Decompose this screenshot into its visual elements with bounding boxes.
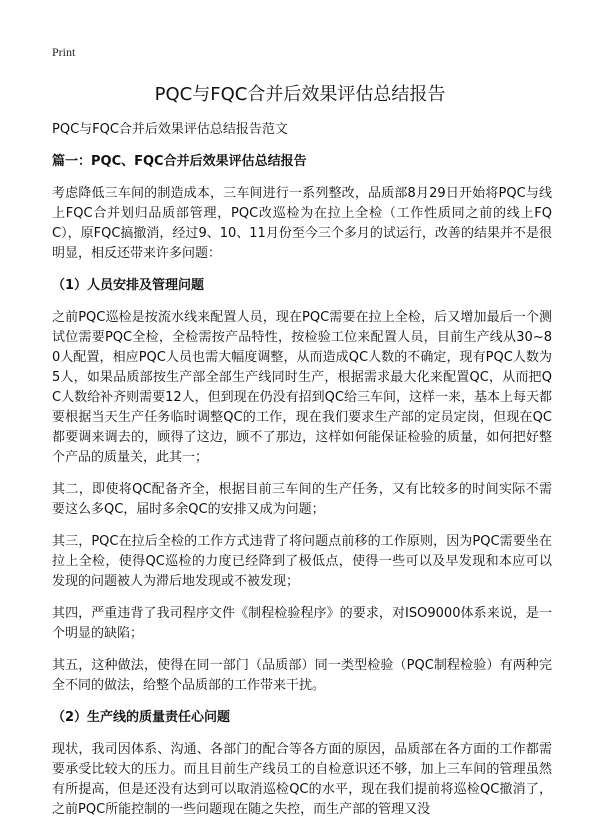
paragraph-4: 其四，严重违背了我司程序文件《制程检验程序》的要求，对ISO9000体系来说，是一个明显的缺陷； (52, 606, 552, 641)
intro-paragraph: 考虑降低三车间的制造成本，三车间进行一系列整改，品质部8月29日开始将PQC与线上FQC合并划归品质部管理，PQC改巡检为在拉上全检（工作性质同之前的线上FQC），原FQC搞撤消，经过9、10、11月份至今三个多月的试运行，改善的结果并不是很明显，相反还带来许多问题： (52, 186, 552, 261)
document-subtitle: PQC与FQC合并后效果评估总结报告范文 (52, 122, 288, 137)
page-title: PQC与FQC合并后效果评估总结报告 (154, 84, 446, 105)
paragraph-6: 现状，我司因体系、沟通、各部门的配合等各方面的原因，品质部在各方面的工作都需要承受比较大的压力。而且目前生产线员工的自检意识还不够，加上三车间的管理虽然有所提高，但是还没有达到可以取消巡检QC的水平，现在我们提前将巡检QC撤消了，之前PQC所能控制的一些问题现在随之失控，而生产部的管理又没 (52, 742, 552, 817)
sub-heading-quality-responsibility: （2）生产线的质量责任心问题 (52, 710, 231, 725)
sub-heading-personnel: （1）人员安排及管理问题 (52, 278, 205, 293)
paragraph-3: 其三，PQC在拉后全检的工作方式违背了将问题点前移的工作原则，因为PQC需要坐在拉上全检，使得QC巡检的力度已经降到了极低点，使得一些可以及早发现和本应可以发现的问题被人为滞后地发现或不被发现； (52, 534, 552, 589)
paragraph-2: 其二，即使将QC配备齐全，根据目前三车间的生产任务，又有比较多的时间实际不需要这么多QC，届时多余QC的安排又成为问题； (52, 482, 552, 517)
paragraph-5: 其五，这种做法，使得在同一部门（品质部）同一类型检验（PQC制程检验）有两种完全不同的做法，给整个品质部的工作带来干扰。 (52, 658, 552, 693)
paragraph-1: 之前PQC巡检是按流水线来配置人员，现在PQC需要在拉上全检，后又增加最后一个测试位需要PQC全检，全检需按产品特性，按检验工位来配置人员，目前生产线从30~80人配置，相应PQC人员也需大幅度调整，从而造成QC人数的不确定，现有PQC人数为5人，如果品质部按生产部全部生产线同时生产，根据需求最大化来配置QC，从而把QC人数给补齐则需要12人，但到现在仍没有招到QC给三车间，这样一来，基本上每天都要根据当天生产任务临时调整QC的工作，现在我们要求生产部的定员定岗，但现在QC都要调来调去的，顾得了这边，顾不了那边，这样如何能保证检验的质量，如何把好整个产品的质量关，此其一； (52, 310, 552, 465)
document-body (52, 120, 552, 832)
section-heading: 篇一：PQC、FQC合并后效果评估总结报告 (52, 154, 307, 169)
print-link[interactable]: Print (52, 45, 76, 59)
